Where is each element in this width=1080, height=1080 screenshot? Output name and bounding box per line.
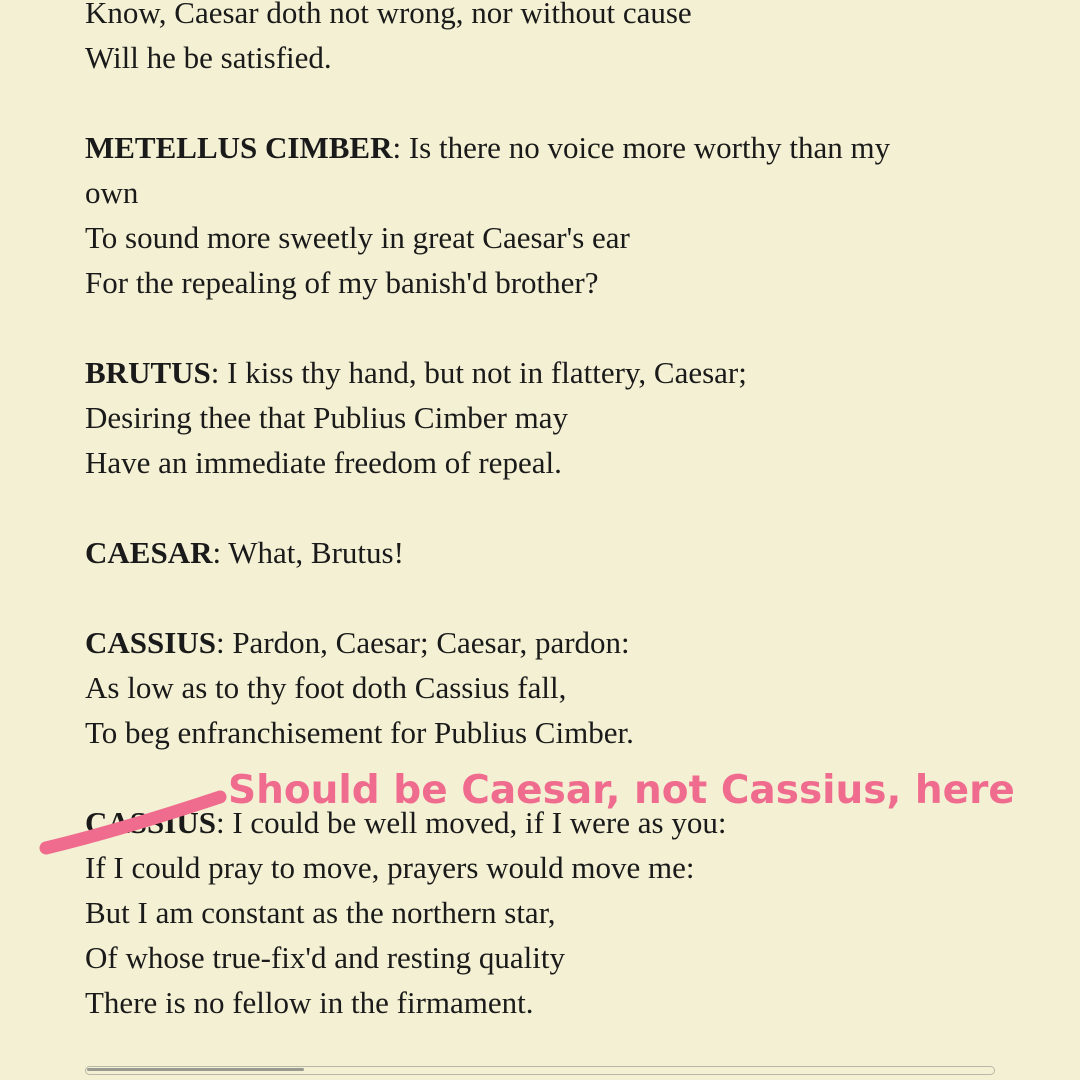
speaker-name: CAESAR [85,535,213,570]
text-line: Desiring thee that Publius Cimber may [85,400,569,435]
text-line: Have an immediate freedom of repeal. [85,445,562,480]
text-line: Will he be satisfied. [85,40,332,75]
speech-text: : I could be well moved, if I were as you: [215,805,727,840]
text-line: Know, Caesar doth not wrong, nor without cause [85,0,692,30]
speaker-name: CASSIUS [85,805,216,840]
speaker-name: CASSIUS [85,625,216,660]
speech-line [85,125,965,170]
text-line: As low as to thy foot doth Cassius fall, [85,670,567,705]
text-line: There is no fellow in the firmament. [85,985,534,1020]
stanza-gap [85,485,965,530]
text-line: But I am constant as the northern star, [85,895,556,930]
text-line: Of whose true-fix'd and resting quality [85,940,565,975]
annotation-note: Should be Caesar, not Cassius, here [228,768,1015,813]
speech-text: : Is there no voice more worthy than my [392,130,891,165]
stanza-gap [85,575,965,620]
text-line: To beg enfranchisement for Publius Cimber. [85,715,634,750]
speech-text: : I kiss thy hand, but not in flattery, Caesar; [210,355,747,390]
stanza-gap [85,80,965,125]
play-text [85,0,965,1025]
text-line: To sound more sweetly in great Caesar's ear [85,220,630,255]
text-line: If I could pray to move, prayers would move me: [85,850,695,885]
horizontal-scrollbar[interactable] [85,1066,995,1075]
speaker-name: BRUTUS [85,355,211,390]
speaker-name: METELLUS CIMBER [85,130,393,165]
speech-line [85,530,965,575]
scrollbar-thumb[interactable] [87,1068,304,1071]
stanza-gap [85,305,965,350]
text-line: own [85,175,139,210]
speech-text: : What, Brutus! [212,535,404,570]
speech-line [85,350,965,395]
speech-line [85,620,965,665]
text-line: For the repealing of my banish'd brother? [85,265,599,300]
speech-text: : Pardon, Caesar; Caesar, pardon: [215,625,630,660]
